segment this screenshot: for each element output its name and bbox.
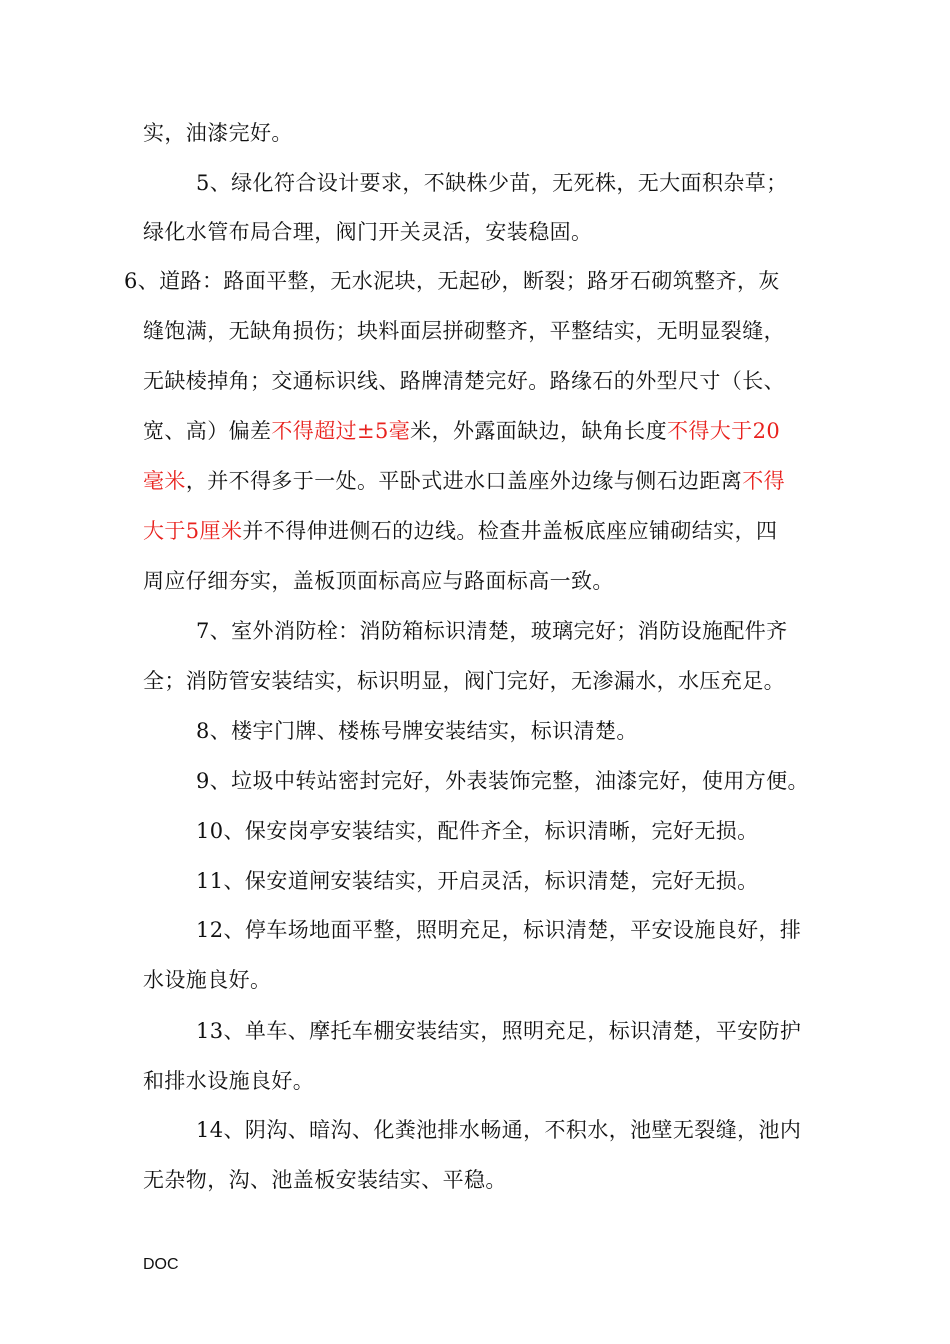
text-run: 5、绿化符合设计要求，不缺株少苗，无死株，无大面积杂草； [196,171,788,195]
text-line-3 [143,217,592,247]
text-line-4 [124,266,780,296]
text-line-9 [143,516,777,546]
highlighted-text: 毫米 [143,469,186,493]
text-line-21 [196,1115,801,1145]
text-run: 米，外露面缺边，缺角长度 [410,419,667,443]
text-run: 周应仔细夯实，盖板顶面标高应与路面标高一致。 [143,569,614,593]
text-line-19 [196,1016,801,1046]
text-run: 6、道路：路面平整，无水泥块，无起砂，断裂；路牙石砌筑整齐，灰 [124,269,780,293]
text-line-14 [196,766,809,796]
text-run: 7、室外消防栓：消防箱标识清楚，玻璃完好；消防设施配件齐 [196,619,788,643]
text-line-20 [143,1066,314,1096]
text-run: 全；消防管安装结实，标识明显，阀门完好，无渗漏水，水压充足。 [143,669,785,693]
text-run: 11、保安道闸安装结实，开启灵活，标识清楚，完好无损。 [196,869,759,893]
text-run: ，并不得多于一处。平卧式进水口盖座外边缘与侧石边距离 [185,469,743,493]
text-run: 实，油漆完好。 [143,121,293,145]
text-line-5 [143,316,785,346]
text-line-6 [143,366,785,396]
footer-doc-label: DOC [143,1256,179,1273]
text-run: 缝饱满，无缺角损伤；块料面层拼砌整齐，平整结实，无明显裂缝， [143,319,785,343]
text-line-16 [196,866,759,896]
highlighted-text: 大于5厘米 [143,519,243,543]
text-run: 水设施良好。 [143,968,272,992]
text-line-13 [196,716,638,746]
text-line-10 [143,566,614,596]
text-run: 13、单车、摩托车棚安装结实，照明充足，标识清楚，平安防护 [196,1019,802,1043]
text-line-12 [143,666,785,696]
text-run: 9、垃圾中转站密封完好，外表装饰完整，油漆完好，使用方便。 [196,769,809,793]
text-run: 12、停车场地面平整，照明充足，标识清楚，平安设施良好，排 [196,918,802,942]
highlighted-text: 不得超过±5毫 [271,419,411,443]
text-line-7 [143,416,780,446]
highlighted-text: 不得 [742,469,786,493]
text-run: 无杂物，沟、池盖板安装结实、平稳。 [143,1168,507,1192]
text-run: 宽、高）偏差 [143,419,272,443]
text-line-8 [143,466,785,496]
text-line-15 [196,816,759,846]
text-run: 绿化水管布局合理，阀门开关灵活，安装稳固。 [143,220,593,244]
text-run: 14、阴沟、暗沟、化粪池排水畅通，不积水，池壁无裂缝，池内 [196,1118,802,1142]
text-line-2 [196,168,788,198]
text-line-22 [143,1165,507,1195]
text-line-1 [143,118,293,148]
text-line-17 [196,915,801,945]
text-run: 无缺棱掉角；交通标识线、路牌清楚完好。路缘石的外型尺寸（长、 [143,369,785,393]
text-line-11 [196,616,788,646]
highlighted-text: 不得大于20 [666,419,781,443]
text-run: 8、楼宇门牌、楼栋号牌安装结实，标识清楚。 [196,719,638,743]
text-run: 10、保安岗亭安装结实，配件齐全，标识清晰，完好无损。 [196,819,759,843]
text-run: 并不得伸进侧石的边线。检查井盖板底座应铺砌结实，四 [242,519,778,543]
text-run: 和排水设施良好。 [143,1069,315,1093]
text-line-18 [143,965,271,995]
